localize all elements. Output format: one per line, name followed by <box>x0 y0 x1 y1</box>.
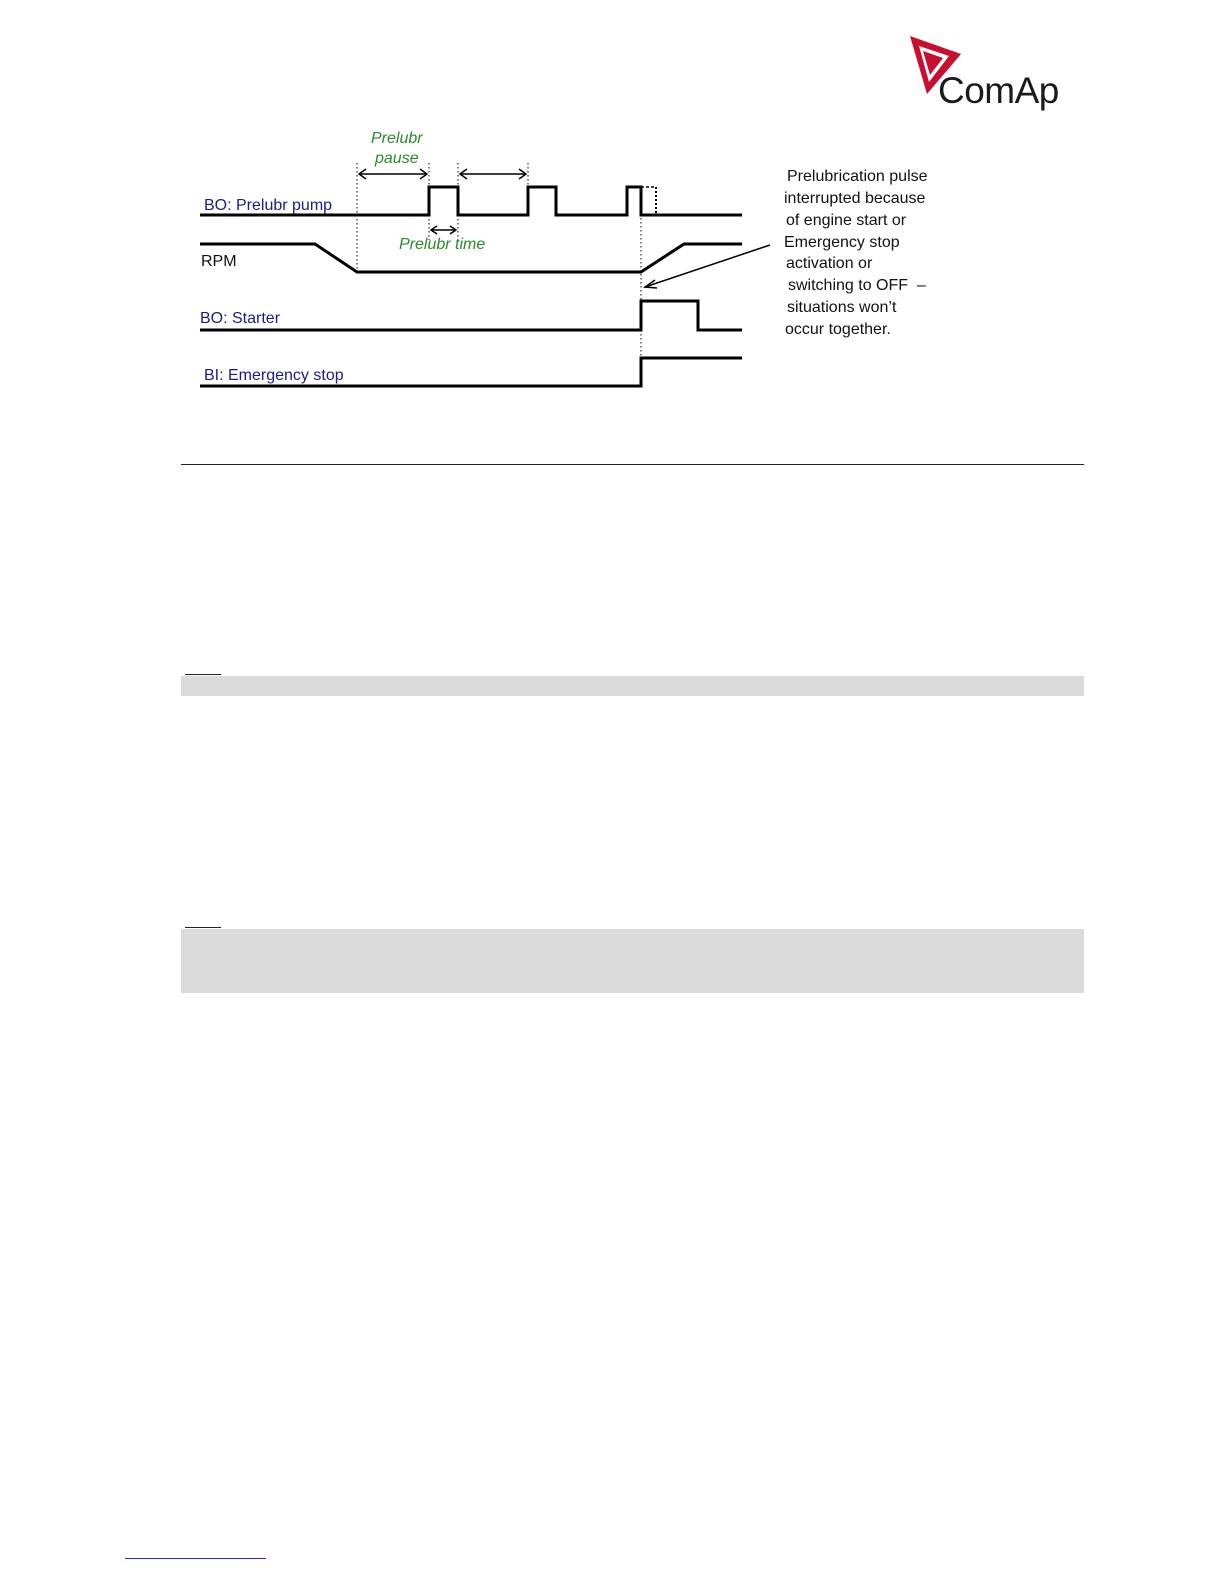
prelubr-time-arrow <box>431 226 456 234</box>
note-line-8: occur together. <box>785 321 891 338</box>
starter-trace <box>200 301 742 330</box>
shaded-block-2 <box>181 929 1084 993</box>
prelubr-pause-arrow-2 <box>460 169 526 179</box>
label-emergency-stop: BI: Emergency stop <box>204 367 344 384</box>
label-prelubr-pause-2: pause <box>375 150 419 167</box>
label-rpm: RPM <box>201 253 237 270</box>
label-prelubr-pump: BO: Prelubr pump <box>204 197 333 214</box>
note-dash: – <box>917 277 926 294</box>
section-divider <box>181 464 1084 465</box>
comap-logo-text: ComAp <box>938 70 1059 111</box>
reference-lines <box>357 163 641 388</box>
label-starter: BO: Starter <box>200 310 281 327</box>
note-line-2: interrupted because <box>784 190 926 207</box>
note-line-1: Prelubrication pulse <box>787 168 928 185</box>
short-rule-2 <box>185 927 221 928</box>
timing-diagram <box>0 0 1224 470</box>
label-prelubr-pause-1: Prelubr <box>371 130 423 147</box>
prelubr-pause-arrow <box>359 169 427 179</box>
note-line-7: situations won’t <box>787 299 897 316</box>
note-line-6: switching to OFF <box>788 277 909 294</box>
label-prelubr-time: Prelubr time <box>399 236 486 253</box>
footer-link-underline <box>125 1558 266 1559</box>
short-rule-1 <box>185 674 221 675</box>
note-line-4: Emergency stop <box>784 234 900 251</box>
shaded-block-1 <box>181 676 1084 696</box>
note-line-3: of engine start or <box>786 212 907 229</box>
note-line-5: activation or <box>786 255 873 272</box>
note-pointer-arrow <box>645 245 770 288</box>
